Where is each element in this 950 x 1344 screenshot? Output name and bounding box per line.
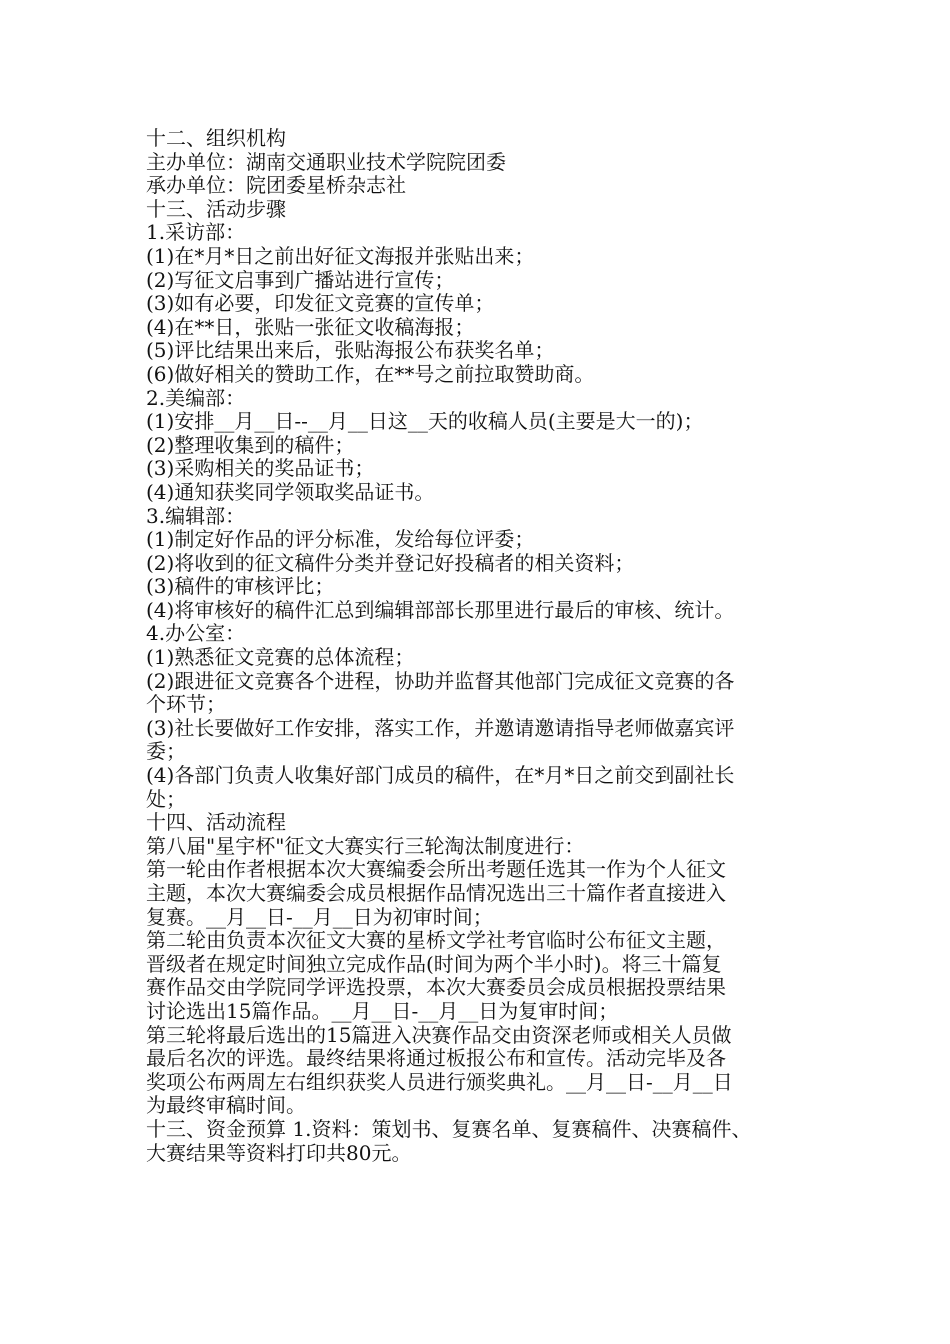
text-line: (3)采购相关的奖品证书； <box>146 456 375 481</box>
text-line: 大赛结果等资料打印共80元。 <box>146 1140 412 1165</box>
text-line: 奖项公布两周左右组织获奖人员进行颁奖典礼。__月__日-__月__日 <box>146 1069 733 1094</box>
text-line: 4.办公室： <box>146 621 246 646</box>
text-line: (4)在**日，张贴一张征文收稿海报； <box>146 314 475 339</box>
text-line: 1.采访部： <box>146 220 246 245</box>
text-line: (2)整理收集到的稿件； <box>146 432 355 457</box>
text-line: (3)稿件的审核评比； <box>146 574 335 599</box>
text-line: 第三轮将最后选出的15篇进入决赛作品交由资深老师或相关人员做 <box>146 1022 732 1047</box>
text-line: (2)跟进征文竞赛各个进程，协助并监督其他部门完成征文竞赛的各 <box>146 668 735 693</box>
text-line: 赛作品交由学院同学评选投票，本次大赛委员会成员根据投票结果 <box>146 975 726 1000</box>
text-line: 最后名次的评选。最终结果将通过板报公布和宣传。活动完毕及各 <box>146 1046 726 1071</box>
text-line: 个环节； <box>146 692 226 717</box>
text-line: (5)评比结果出来后，张贴海报公布获奖名单； <box>146 338 555 363</box>
text-line: 十三、资金预算 1.资料：策划书、复赛名单、复赛稿件、决赛稿件、 <box>146 1116 752 1141</box>
text-line: (1)制定好作品的评分标准，发给每位评委； <box>146 527 535 552</box>
text-line: 十四、活动流程 <box>146 810 286 835</box>
text-line: 复赛。__月__日-__月__日为初审时间； <box>146 904 493 929</box>
text-line: 委； <box>146 739 186 764</box>
text-line: 第一轮由作者根据本次大赛编委会所出考题任选其一作为个人征文 <box>146 857 726 882</box>
text-line: 讨论选出15篇作品。__月__日-__月__日为复审时间； <box>146 998 619 1023</box>
text-line: (3)社长要做好工作安排，落实工作，并邀请邀请指导老师做嘉宾评 <box>146 715 735 740</box>
text-line: (2)写征文启事到广播站进行宣传； <box>146 267 455 292</box>
text-line: (2)将收到的征文稿件分类并登记好投稿者的相关资料； <box>146 550 635 575</box>
text-line: (4)将审核好的稿件汇总到编辑部部长那里进行最后的审核、统计。 <box>146 597 735 622</box>
text-line: (4)各部门负责人收集好部门成员的稿件，在*月*日之前交到副社长 <box>146 763 735 788</box>
text-line: (1)熟悉征文竞赛的总体流程； <box>146 645 415 670</box>
text-line: (4)通知获奖同学领取奖品证书。 <box>146 479 435 504</box>
text-line: 第八届"星宇杯"征文大赛实行三轮淘汰制度进行： <box>146 833 585 858</box>
text-line: 2.美编部： <box>146 385 246 410</box>
text-line: (6)做好相关的赞助工作，在**号之前拉取赞助商。 <box>146 361 595 386</box>
text-line: 十三、活动步骤 <box>146 196 286 221</box>
text-line: 主题，本次大赛编委会成员根据作品情况选出三十篇作者直接进入 <box>146 881 726 905</box>
text-line: (3)如有必要，印发征文竞赛的宣传单； <box>146 291 495 316</box>
text-line: (1)安排__月__日--__月__日这__天的收稿人员(主要是大一的)； <box>146 409 704 434</box>
text-line: 主办单位：湖南交通职业技术学院院团委 <box>146 149 506 174</box>
text-line: 十二、组织机构 <box>146 126 286 150</box>
text-line: 第二轮由负责本次征文大赛的星桥文学社考官临时公布征文主题， <box>146 928 726 953</box>
text-line: (1)在*月*日之前出好征文海报并张贴出来； <box>146 243 535 268</box>
text-line: 为最终审稿时间。 <box>146 1093 306 1118</box>
document-body <box>146 127 816 1165</box>
text-line: 晋级者在规定时间独立完成作品(时间为两个半小时)。将三十篇复 <box>146 951 722 976</box>
text-line: 承办单位：院团委星桥杂志社 <box>146 173 406 198</box>
text-line: 处； <box>146 786 186 811</box>
text-line: 3.编辑部： <box>146 503 246 528</box>
